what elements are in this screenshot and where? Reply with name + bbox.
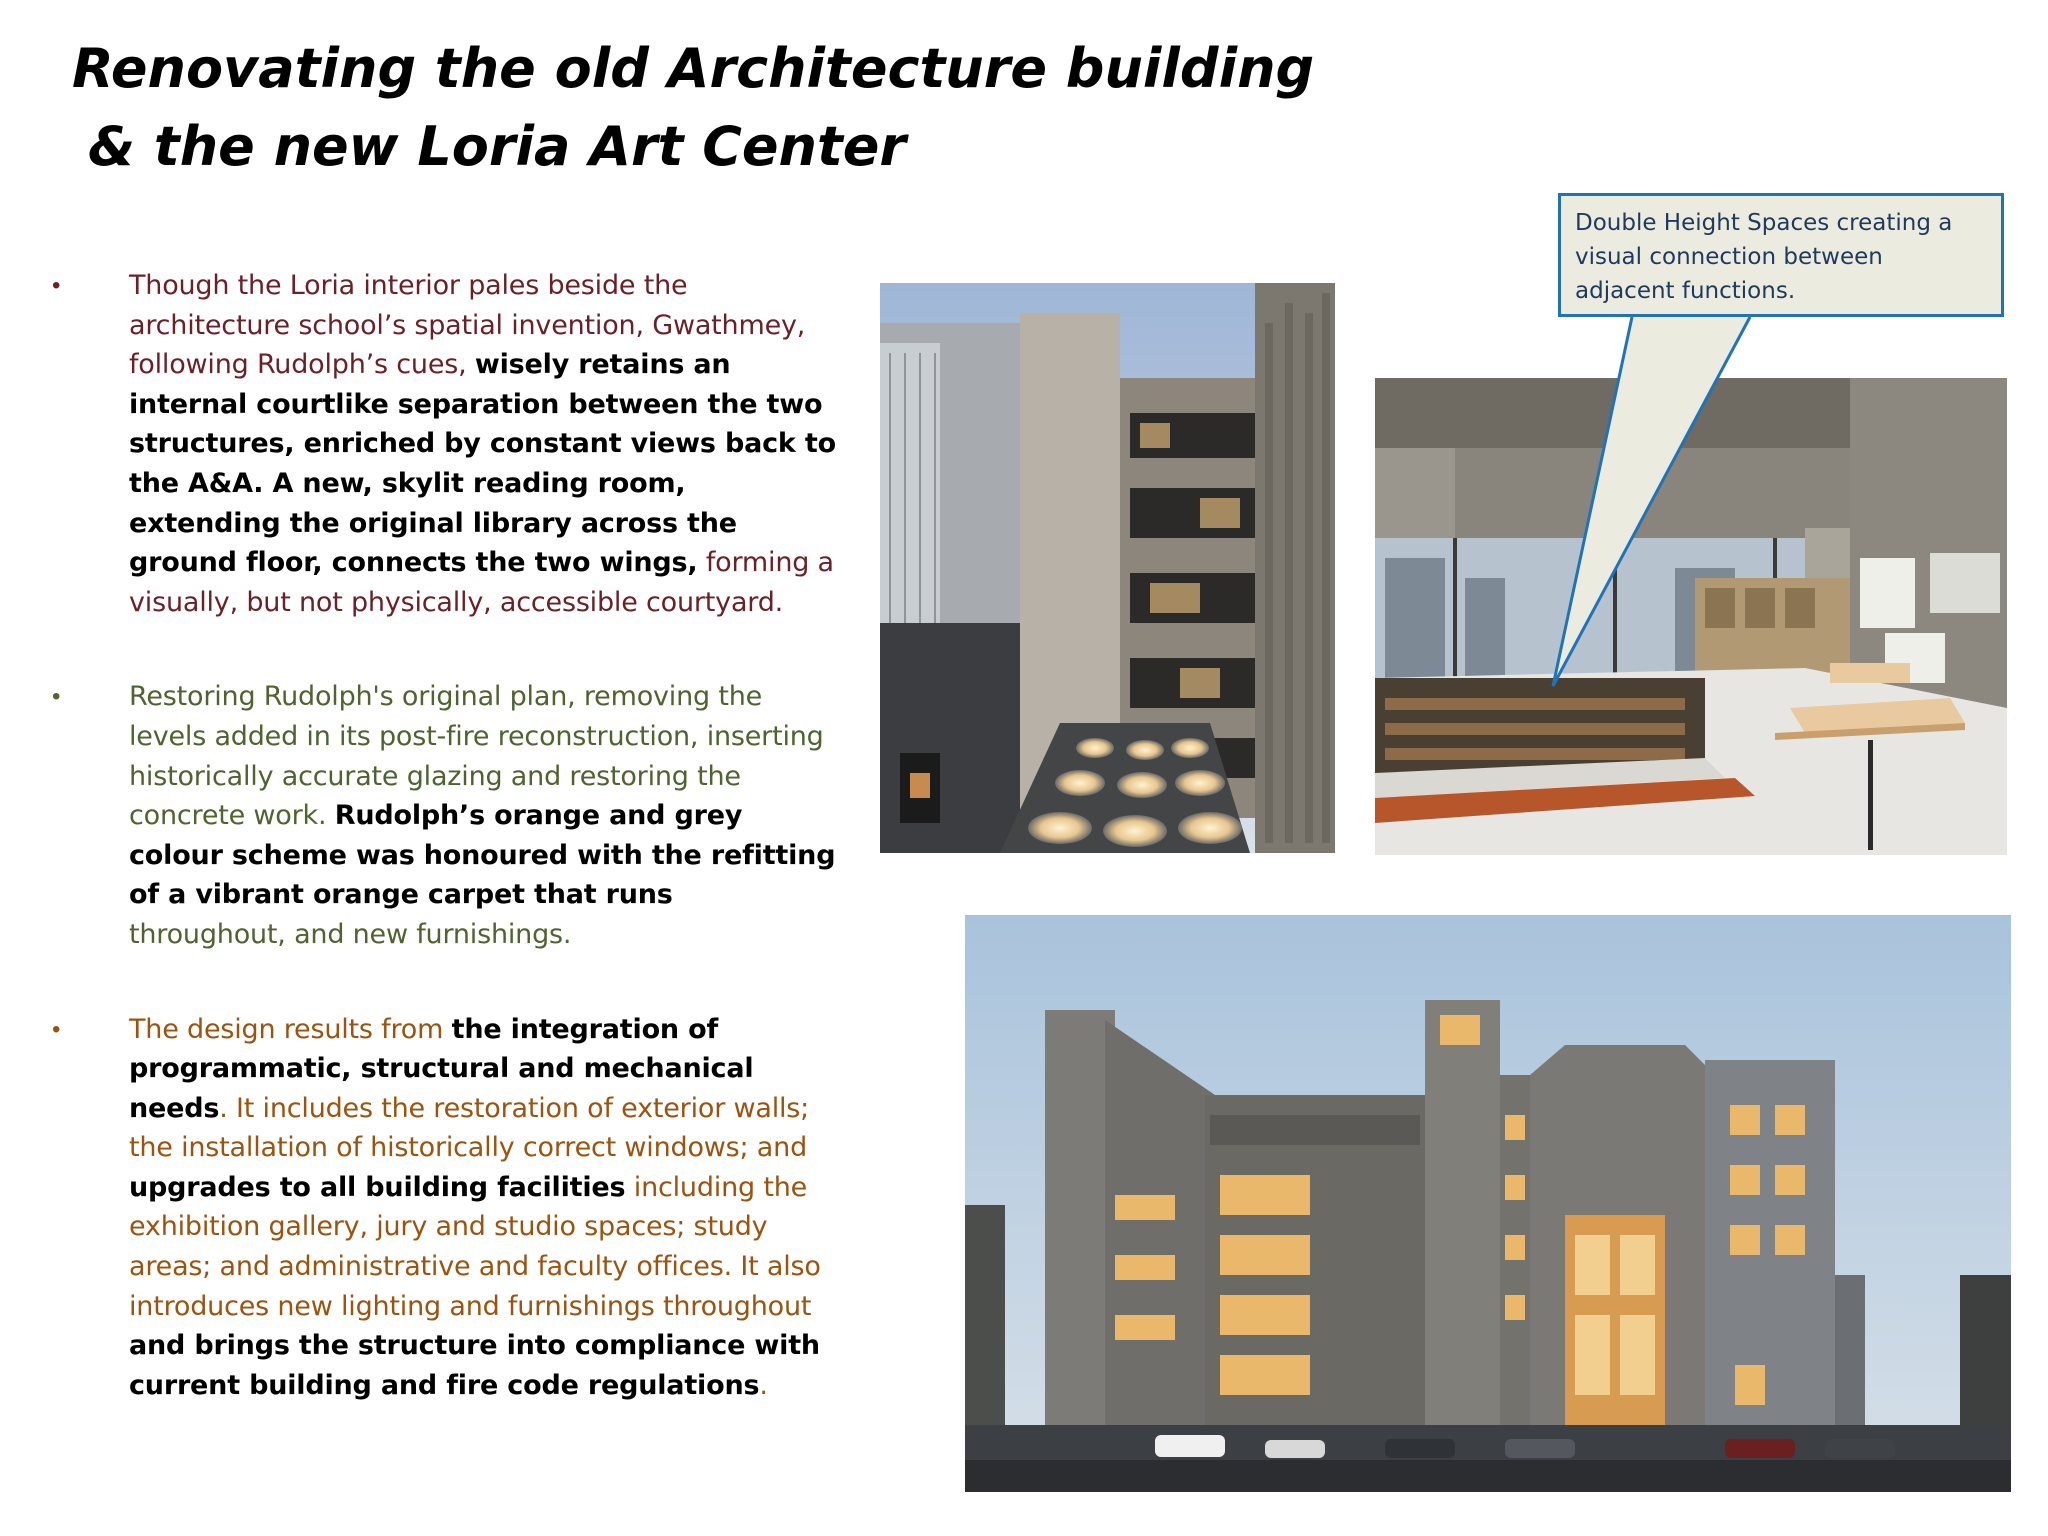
bullet-text-2: Restoring Rudolph's original plan, removing the levels added in its post-fire reconstruction, inserting historically accurate glazing and restoring the concrete work. Rudolph’s orange and grey colour scheme was honoured with the refitting of a vibrant orange carpet that runs throughout, and new furnishings. xyxy=(129,681,836,950)
bullet-marker: • xyxy=(52,1015,61,1043)
bullet-list xyxy=(46,266,836,1460)
bullet-text-3: The design results from the integration of programmatic, structural and mechanical needs. It includes the restoration of exterior walls; the installation of historically correct windows; and upgrades to all building facilities including the exhibition gallery, jury and studio spaces; study areas; and administrative and faculty offices. It also introduces new lighting and furnishings throughout and brings the structure into compliance with current building and fire code regulations. xyxy=(129,1013,821,1401)
bullet-item-1 xyxy=(46,266,836,622)
double-height-interior-photo xyxy=(1375,378,2007,855)
bullet-item-2 xyxy=(46,677,836,954)
bullet-marker: • xyxy=(52,683,61,711)
bullet-marker: • xyxy=(52,272,61,299)
title-line-2: & the new Loria Art Center xyxy=(88,115,907,178)
building-exterior-photo xyxy=(965,915,2011,1492)
bullet-text-1: Though the Loria interior pales beside the architecture school’s spatial invention, Gwathmey, following Rudolph’s cues, wisely retains an internal courtlike separation between the two structures, enriched by constant views back to the A&A. A new, skylit reading room, extending the original library across the ground floor, connects the two wings, forming a visually, but not physically, accessible courtyard. xyxy=(129,270,836,618)
bullet-item-3 xyxy=(46,1010,836,1406)
callout-text: Double Height Spaces creating a visual connection between adjacent functions. xyxy=(1575,210,1953,304)
courtyard-photo xyxy=(880,283,1335,853)
callout-box xyxy=(1558,193,2004,317)
title-line-1: Renovating the old Architecture building xyxy=(72,37,1315,100)
slide-title xyxy=(72,30,1315,186)
